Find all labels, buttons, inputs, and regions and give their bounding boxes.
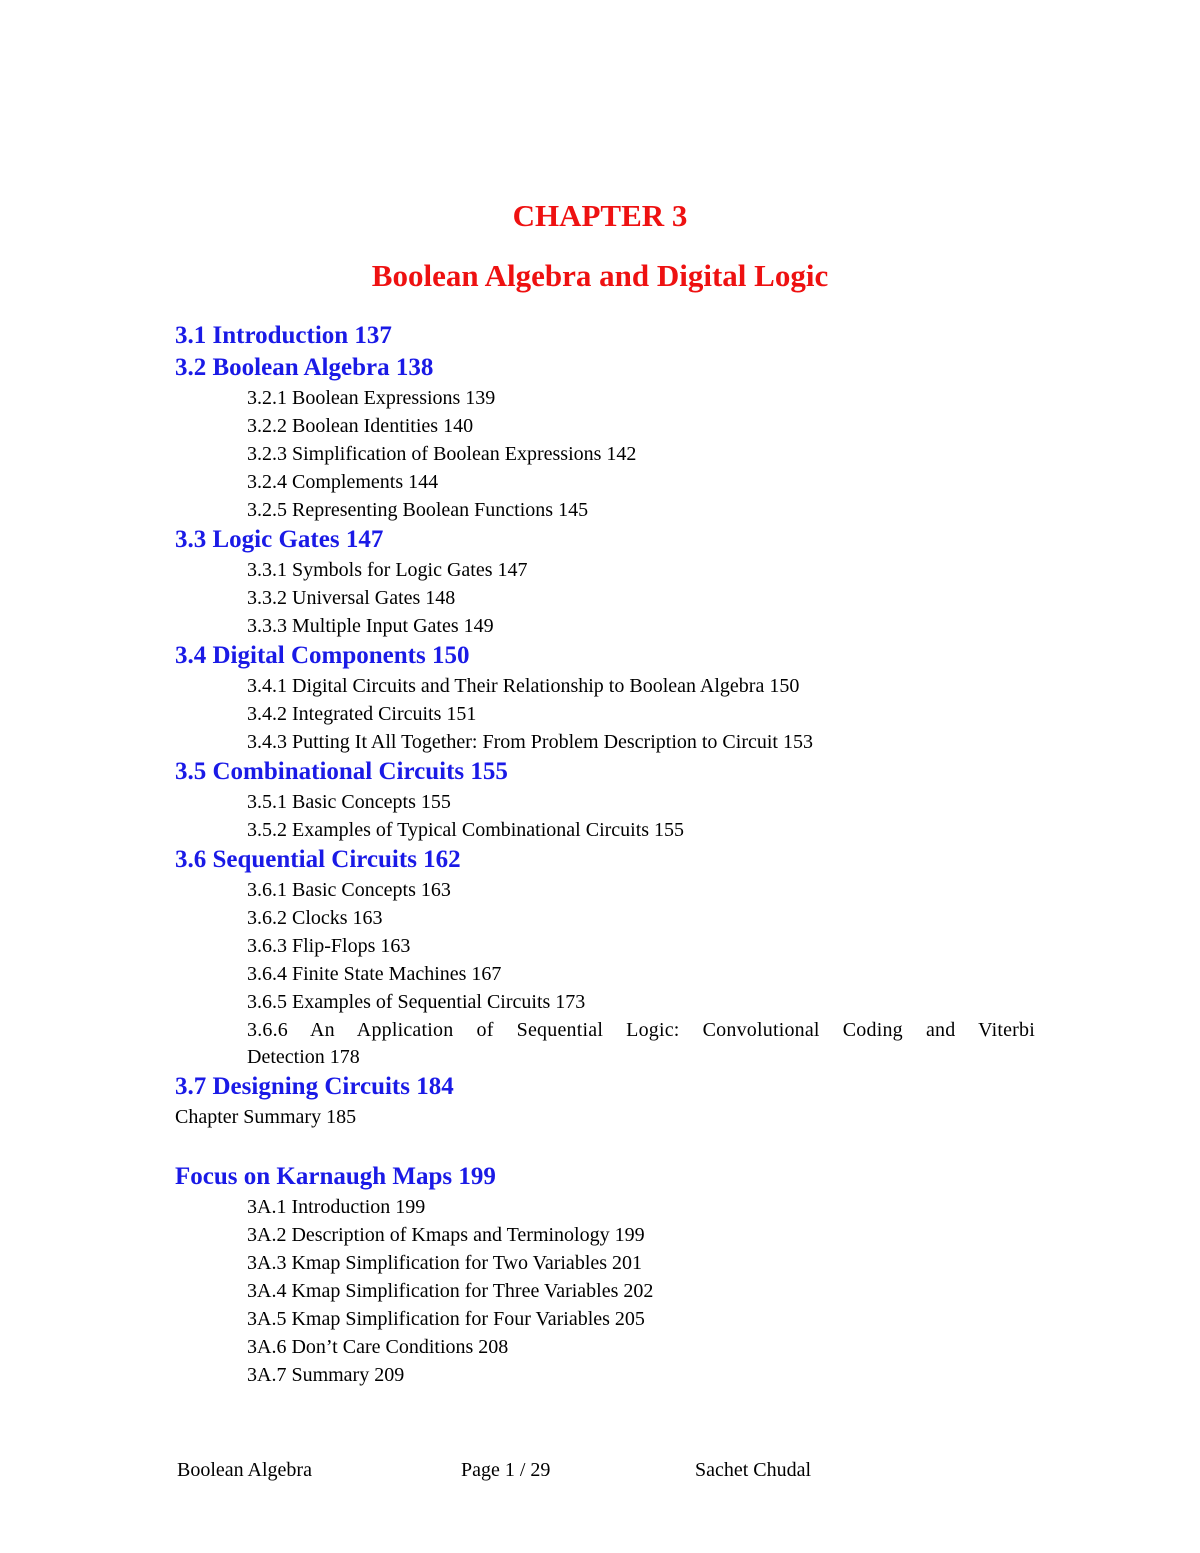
toc-subsection-3-2-2: 3.2.2 Boolean Identities 140 xyxy=(247,415,474,437)
toc-section-3-1: 3.1 Introduction 137 xyxy=(175,322,392,349)
toc-subsection-3a-5: 3A.5 Kmap Simplification for Four Variables 205 xyxy=(247,1308,645,1330)
toc-subsection-3-3-3: 3.3.3 Multiple Input Gates 149 xyxy=(247,615,494,637)
toc-subsection-3-6-4: 3.6.4 Finite State Machines 167 xyxy=(247,963,502,985)
toc-subsection-3a-3: 3A.3 Kmap Simplification for Two Variables 201 xyxy=(247,1252,643,1274)
toc-subsection-3-4-3: 3.4.3 Putting It All Together: From Problem Description to Circuit 153 xyxy=(247,731,813,753)
toc-spacer xyxy=(175,1131,1035,1161)
toc-section-3-5: 3.5 Combinational Circuits 155 xyxy=(175,758,508,785)
toc-subsection-3-6-6 xyxy=(175,1016,1035,1071)
toc-subsection-3-6-1: 3.6.1 Basic Concepts 163 xyxy=(247,879,451,901)
toc-subsection-3-5-2: 3.5.2 Examples of Typical Combinational Circuits 155 xyxy=(247,819,685,841)
toc-subsection-3-6-5: 3.6.5 Examples of Sequential Circuits 173 xyxy=(247,991,586,1013)
toc-subsection-3a-6: 3A.6 Don’t Care Conditions 208 xyxy=(247,1336,509,1358)
toc-subsection-3a-2: 3A.2 Description of Kmaps and Terminology 199 xyxy=(247,1224,645,1246)
toc-subsection-3-6-2: 3.6.2 Clocks 163 xyxy=(247,907,383,929)
toc-focus-karnaugh-maps: Focus on Karnaugh Maps 199 xyxy=(175,1163,496,1190)
toc-section-3-3: 3.3 Logic Gates 147 xyxy=(175,526,384,553)
toc-subsection-3-2-5: 3.2.5 Representing Boolean Functions 145 xyxy=(247,499,589,521)
toc-subsection-3a-7: 3A.7 Summary 209 xyxy=(247,1364,405,1386)
chapter-title: Boolean Algebra and Digital Logic xyxy=(371,258,829,293)
toc-section-3-2: 3.2 Boolean Algebra 138 xyxy=(175,354,434,381)
toc-subsection-3-2-3: 3.2.3 Simplification of Boolean Expressions 142 xyxy=(247,443,637,465)
toc-subsection-3-2-1: 3.2.1 Boolean Expressions 139 xyxy=(247,387,496,409)
footer-page-number: Page 1 / 29 xyxy=(461,1459,551,1481)
table-of-contents xyxy=(175,320,1035,1389)
footer-author: Sachet Chudal xyxy=(695,1459,812,1481)
toc-subsection-3-4-1: 3.4.1 Digital Circuits and Their Relationship to Boolean Algebra 150 xyxy=(247,675,800,697)
toc-section-3-6: 3.6 Sequential Circuits 162 xyxy=(175,846,461,873)
toc-section-3-7: 3.7 Designing Circuits 184 xyxy=(175,1073,454,1100)
toc-subsection-3a-4: 3A.4 Kmap Simplification for Three Variables 202 xyxy=(247,1280,654,1302)
footer-document-title: Boolean Algebra xyxy=(177,1459,312,1481)
toc-subsection-3-6-3: 3.6.3 Flip-Flops 163 xyxy=(247,935,411,957)
toc-subsection-3-4-2: 3.4.2 Integrated Circuits 151 xyxy=(247,703,477,725)
toc-subsection-3-3-2: 3.3.2 Universal Gates 148 xyxy=(247,587,456,609)
toc-subsection-3-6-6-line1: 3.6.6 An Application of Sequential Logic: Convolutional Coding and Viterbi xyxy=(247,1019,1035,1041)
toc-subsection-3-5-1: 3.5.1 Basic Concepts 155 xyxy=(247,791,451,813)
toc-subsection-3a-1: 3A.1 Introduction 199 xyxy=(247,1196,426,1218)
toc-subsection-3-3-1: 3.3.1 Symbols for Logic Gates 147 xyxy=(247,559,528,581)
toc-section-3-4: 3.4 Digital Components 150 xyxy=(175,642,470,669)
chapter-number: CHAPTER 3 xyxy=(512,198,688,233)
toc-subsection-3-2-4: 3.2.4 Complements 144 xyxy=(247,471,439,493)
toc-chapter-summary: Chapter Summary 185 xyxy=(175,1106,357,1128)
toc-subsection-3-6-6-line2: Detection 178 xyxy=(247,1046,360,1068)
